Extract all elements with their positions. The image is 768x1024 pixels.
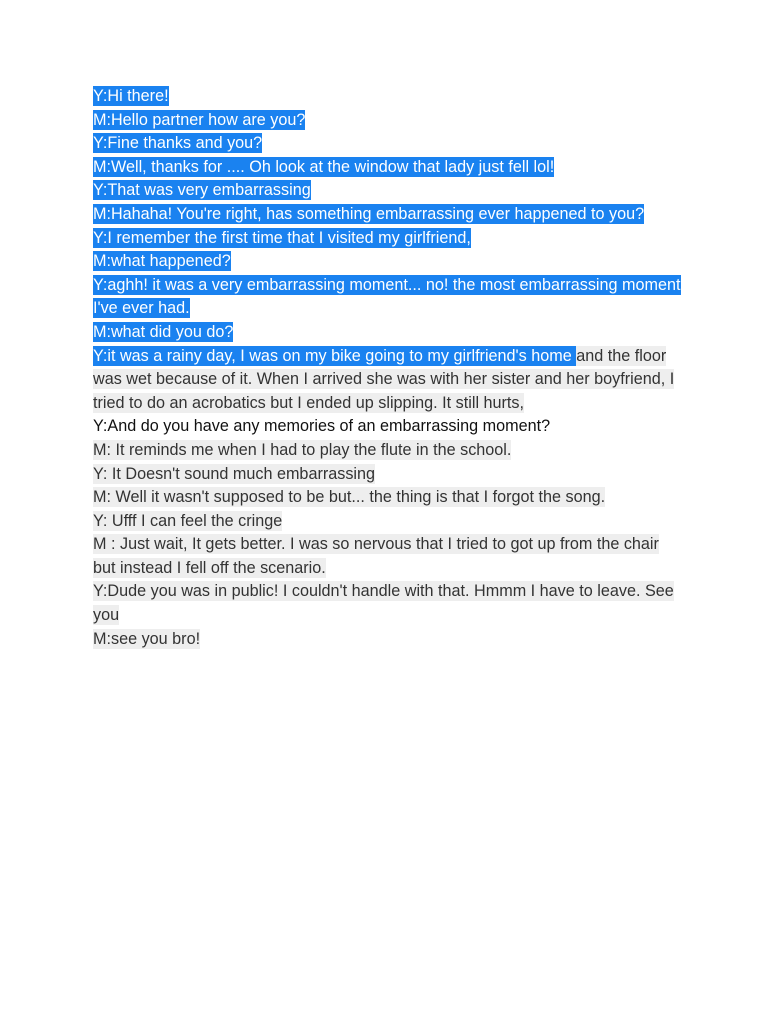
selected-text: Y:it was a rainy day, I was on my bike going to my girlfriend's home — [93, 346, 577, 365]
highlighted-text: M: Well it wasn't supposed to be but... the thing is that I forgot the song. — [93, 488, 606, 507]
highlighted-text: M: It reminds me when I had to play the flute in the school. — [93, 440, 512, 459]
dialogue-line-11 — [93, 345, 683, 416]
highlighted-text: Y: It Doesn't sound much embarrassing — [93, 464, 376, 483]
selected-text: M:Hahaha! You're right, has something embarrassing ever happened to you? — [93, 204, 645, 223]
highlighted-text: Y:Dude you was in public! I couldn't handle with that. Hmmm I have to leave. See you — [93, 582, 674, 625]
dialogue-text — [93, 85, 683, 651]
dialogue-line-12 — [93, 415, 683, 439]
dialogue-line-19 — [93, 628, 683, 652]
selected-text: Y:Hi there! — [93, 87, 169, 105]
dialogue-line-16 — [93, 510, 683, 534]
highlighted-text: Y: Ufff I can feel the cringe — [93, 511, 283, 530]
dialogue-line-2 — [93, 109, 683, 133]
selected-text: Y:I remember the first time that I visited my girlfriend, — [93, 228, 471, 247]
dialogue-line-13 — [93, 439, 683, 463]
dialogue-line-14 — [93, 463, 683, 487]
dialogue-line-1 — [93, 85, 683, 109]
selected-text: Y:Fine thanks and you? — [93, 134, 263, 153]
dialogue-line-6 — [93, 203, 683, 227]
selected-text: Y:aghh! it was a very embarrassing moment... no! the most embarrassing moment I've ever had. — [93, 275, 681, 318]
dialogue-line-17 — [93, 533, 683, 580]
highlighted-text: M:see you bro! — [93, 629, 201, 648]
dialogue-line-18 — [93, 580, 683, 627]
dialogue-line-9 — [93, 274, 683, 321]
selected-text: Y:That was very embarrassing — [93, 181, 311, 200]
dialogue-line-15 — [93, 486, 683, 510]
selected-text: M:Hello partner how are you? — [93, 110, 306, 129]
highlighted-text: M : Just wait, It gets better. I was so nervous that I tried to got up from the chair but instead I fell off the scenario. — [93, 535, 659, 577]
dialogue-line-10 — [93, 321, 683, 345]
selected-text: M:Well, thanks for .... Oh look at the window that lady just fell lol! — [93, 157, 555, 176]
selected-text: M:what did you do? — [93, 322, 234, 341]
dialogue-line-4 — [93, 156, 683, 180]
selected-text: M:what happened? — [93, 252, 231, 271]
highlighted-text: and the floor was wet because of it. When I arrived she was with her sister and her boyfriend, I tried to do an acrobatics but I ended up slipping. It still hurts, — [93, 346, 675, 412]
dialogue-line-8 — [93, 250, 683, 274]
plain-text: Y:And do you have any memories of an embarrassing moment? — [93, 417, 551, 436]
dialogue-line-3 — [93, 132, 683, 156]
dialogue-line-7 — [93, 227, 683, 251]
dialogue-line-5 — [93, 179, 683, 203]
